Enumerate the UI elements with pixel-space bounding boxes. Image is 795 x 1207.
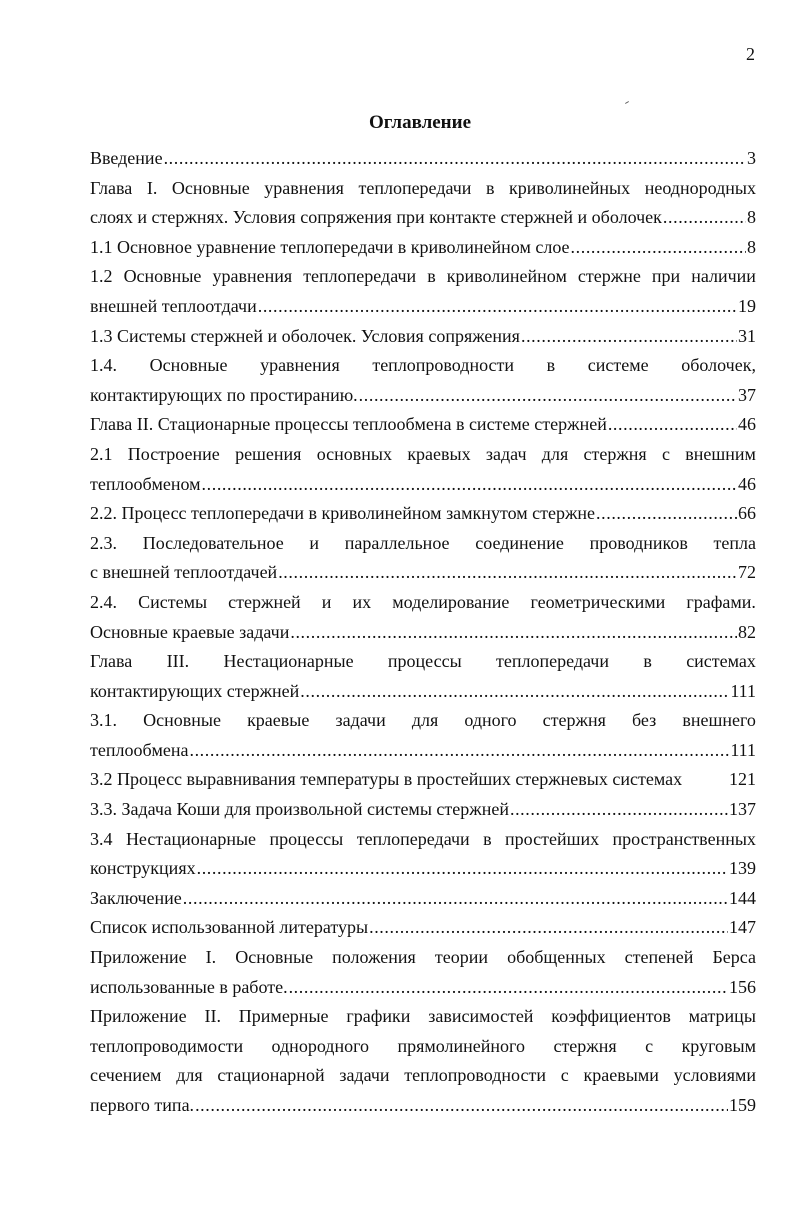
toc-entry[interactable] [90, 884, 756, 914]
dot-leader [596, 499, 737, 529]
toc-entry-line: 1.2 Основные уравнения теплопередачи в криволинейном стержне при наличии [90, 266, 756, 287]
toc-entry[interactable] [90, 913, 756, 943]
toc-entry[interactable] [90, 144, 756, 174]
toc-entry-page: 46 [738, 414, 756, 435]
toc-entry[interactable] [90, 174, 756, 233]
dot-leader [521, 322, 737, 352]
toc-entry[interactable] [90, 351, 756, 410]
toc-entry[interactable] [90, 529, 756, 588]
toc-entry-title: 3.3. Задача Коши для произвольной системы стержней [90, 799, 509, 820]
toc-entry-line: сечением для стационарной задачи теплопроводности с краевыми условиями [90, 1065, 756, 1086]
toc-entry-last-line [90, 203, 756, 233]
toc-entry-title: контактирующих стержней [90, 680, 300, 701]
toc-entry-last-line [90, 322, 756, 352]
toc-entry-last-line [90, 795, 756, 825]
toc-entry-line: 2.3. Последовательное и параллельное соединение проводников тепла [90, 532, 756, 553]
toc-entry-page: 19 [738, 295, 756, 316]
dot-leader [300, 677, 729, 707]
toc-entry-title: 3.2 Процесс выравнивания температуры в простейших стержневых системах [90, 769, 683, 790]
toc-entry[interactable] [90, 440, 756, 499]
toc-entry-line: теплопроводимости однородного прямолинейного стержня с круговым [90, 1035, 756, 1056]
toc-entry-page: 37 [738, 384, 756, 405]
toc-entry[interactable] [90, 765, 756, 795]
toc-entry-page: 111 [730, 680, 756, 701]
toc-entry-title: с внешней теплоотдачей [90, 562, 278, 583]
toc-entry[interactable] [90, 322, 756, 352]
toc-entry-line: 1.4. Основные уравнения теплопроводности в системе оболочек, [90, 355, 756, 376]
dot-leader [183, 884, 728, 914]
toc-entry-page: 46 [738, 473, 756, 494]
toc-entry[interactable] [90, 647, 756, 706]
toc-entry-title: использованные в работе. [90, 976, 288, 997]
dot-leader [189, 736, 729, 766]
toc-entry-page: 8 [747, 236, 756, 257]
dot-leader [290, 618, 737, 648]
toc-entry-page: 111 [730, 739, 756, 760]
toc-entry-last-line [90, 558, 756, 588]
toc-entry-line: Приложение II. Примерные графики зависимостей коэффициентов матрицы [90, 1006, 756, 1027]
toc-entry[interactable] [90, 588, 756, 647]
dot-leader [663, 203, 746, 233]
toc-entry-title: теплообменом [90, 473, 201, 494]
toc-entry[interactable] [90, 410, 756, 440]
toc-entry-line: Приложение I. Основные положения теории обобщенных степеней Берса [90, 947, 756, 968]
toc-entry-page: 144 [729, 887, 756, 908]
toc-entry-title: 1.3 Системы стержней и оболочек. Условия сопряжения [90, 325, 520, 346]
toc-entry-page: 82 [738, 621, 756, 642]
toc-entry-line: 2.1 Построение решения основных краевых задач для стержня с внешним [90, 443, 756, 464]
toc-entry-last-line [90, 499, 756, 529]
toc-entry-page: 137 [729, 799, 756, 820]
toc-entry-last-line [90, 854, 756, 884]
toc-entry-title: конструкциях [90, 858, 196, 879]
toc-entry-page: 8 [747, 207, 756, 228]
toc-entry-line: 3.1. Основные краевые задачи для одного стержня без внешнего [90, 710, 756, 731]
toc-entry-page: 3 [747, 148, 756, 168]
toc-entry[interactable] [90, 825, 756, 884]
toc-entry-title: теплообмена [90, 739, 189, 760]
toc-entry-page: 72 [738, 562, 756, 583]
toc-entry-last-line [90, 736, 756, 766]
dot-leader [278, 558, 737, 588]
toc-entry-last-line [90, 144, 756, 174]
toc-entry-page: 31 [738, 325, 756, 346]
toc-entry-line: Глава I. Основные уравнения теплопередачи в криволинейных неоднородных [90, 177, 756, 198]
toc-entry-title: 1.1 Основное уравнение теплопередачи в криволинейном слое [90, 236, 570, 257]
toc-entry-last-line [90, 233, 756, 263]
stray-mark [625, 101, 629, 104]
toc-entry-last-line [90, 884, 756, 914]
dot-leader [359, 381, 737, 411]
toc-entry-title: внешней теплоотдачи [90, 295, 257, 316]
toc-entry-title: контактирующих по простиранию. [90, 384, 358, 405]
toc-entry[interactable] [90, 499, 756, 529]
toc-entry-last-line [90, 618, 756, 648]
toc-entry-title: Основные краевые задачи [90, 621, 290, 642]
dot-leader [608, 410, 737, 440]
dot-leader [164, 144, 746, 174]
toc-entry-title: Список использованной литературы [90, 917, 369, 938]
toc-entry-page: 139 [729, 858, 756, 879]
toc-entry[interactable] [90, 706, 756, 765]
dot-leader [195, 1091, 728, 1121]
table-of-contents [90, 144, 756, 1121]
dot-leader [258, 292, 737, 322]
dot-leader [197, 854, 728, 884]
dot-leader [510, 795, 728, 825]
toc-entry-last-line [90, 410, 756, 440]
toc-entry-title: Заключение [90, 887, 182, 908]
toc-entry-page: 159 [729, 1095, 756, 1115]
toc-entry-page: 147 [729, 917, 756, 938]
toc-entry-line: 2.4. Системы стержней и их моделирование геометрическими графами. [90, 591, 756, 612]
toc-entry[interactable] [90, 943, 756, 1002]
toc-entry-last-line [90, 765, 756, 795]
toc-entry-line: 3.4 Нестационарные процессы теплопередачи в простейших пространственных [90, 828, 756, 849]
toc-entry[interactable] [90, 233, 756, 263]
toc-entry-last-line [90, 973, 756, 1003]
toc-entry-last-line [90, 913, 756, 943]
toc-entry[interactable] [90, 795, 756, 825]
toc-entry[interactable] [90, 1002, 756, 1120]
toc-entry[interactable] [90, 262, 756, 321]
toc-entry-title: Глава II. Стационарные процессы теплообмена в системе стержней [90, 414, 607, 435]
dot-leader [202, 470, 737, 500]
toc-entry-title: слоях и стержнях. Условия сопряжения при контакте стержней и оболочек [90, 207, 662, 228]
toc-entry-line: Глава III. Нестационарные процессы теплопередачи в системах [90, 651, 756, 672]
toc-entry-page: 156 [729, 976, 756, 997]
toc-entry-page: 121 [729, 769, 756, 790]
page-title: Оглавление [368, 112, 472, 133]
dot-leader [289, 973, 728, 1003]
toc-entry-title: 2.2. Процесс теплопередачи в криволинейном замкнутом стержне [90, 503, 596, 524]
toc-entry-last-line [90, 381, 756, 411]
toc-entry-last-line [90, 292, 756, 322]
page-number: 2 [746, 44, 755, 64]
toc-entry-title: Введение [90, 148, 163, 168]
toc-entry-last-line [90, 1091, 756, 1121]
dot-leader [369, 913, 728, 943]
toc-entry-title: первого типа. [90, 1095, 195, 1115]
toc-entry-last-line [90, 470, 756, 500]
toc-entry-page: 66 [738, 503, 756, 524]
toc-entry-last-line [90, 677, 756, 707]
dot-leader [571, 233, 746, 263]
